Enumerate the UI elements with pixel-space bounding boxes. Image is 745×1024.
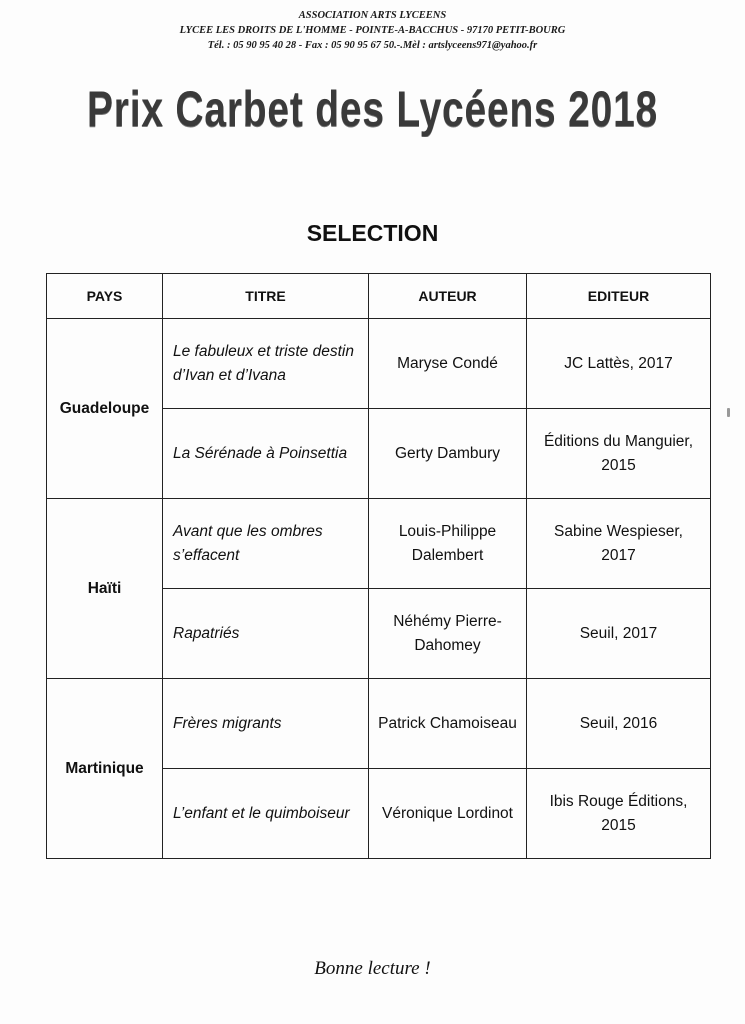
scan-mark — [727, 408, 730, 417]
association-header — [0, 8, 745, 53]
country-cell: Guadeloupe — [47, 319, 163, 499]
title-cell: Frères migrants — [163, 679, 369, 769]
publisher-cell: Éditions du Manguier, 2015 — [527, 409, 711, 499]
author-cell: Louis-Philippe Dalembert — [369, 499, 527, 589]
header-contact: Tél. : 05 90 95 40 28 - Fax : 05 90 95 67 50.-.Mèl : artslyceens971@yahoo.fr — [207, 40, 538, 51]
table-row — [47, 319, 711, 409]
header-association-name: ASSOCIATION ARTS LYCEENS — [298, 10, 447, 21]
country-cell: Martinique — [47, 679, 163, 859]
author-cell: Véronique Lordinot — [369, 769, 527, 859]
publisher-cell: Seuil, 2016 — [527, 679, 711, 769]
page-title: Prix Carbet des Lycéens 2018 — [86, 81, 659, 137]
selection-table — [46, 273, 711, 859]
table-header-row — [47, 274, 711, 319]
publisher-cell: Seuil, 2017 — [527, 589, 711, 679]
author-cell: Néhémy Pierre-Dahomey — [369, 589, 527, 679]
author-cell: Maryse Condé — [369, 319, 527, 409]
title-cell: Rapatriés — [163, 589, 369, 679]
title-cell: L’enfant et le quimboiseur — [163, 769, 369, 859]
title-cell: Avant que les ombres s’effacent — [163, 499, 369, 589]
title-cell: Le fabuleux et triste destin d’Ivan et d’Ivana — [163, 319, 369, 409]
selection-heading: SELECTION — [306, 220, 439, 246]
publisher-cell: Ibis Rouge Éditions, 2015 — [527, 769, 711, 859]
column-header-auteur: AUTEUR — [369, 274, 527, 319]
table-row — [47, 499, 711, 589]
header-school-address: LYCEE LES DROITS DE L'HOMME - POINTE-A-BACCHUS - 97170 PETIT-BOURG — [179, 25, 566, 36]
column-header-pays: PAYS — [47, 274, 163, 319]
title-cell: La Sérénade à Poinsettia — [163, 409, 369, 499]
country-cell: Haïti — [47, 499, 163, 679]
author-cell: Patrick Chamoiseau — [369, 679, 527, 769]
closing-note: Bonne lecture ! — [314, 958, 431, 979]
author-cell: Gerty Dambury — [369, 409, 527, 499]
publisher-cell: JC Lattès, 2017 — [527, 319, 711, 409]
column-header-editeur: EDITEUR — [527, 274, 711, 319]
table-row — [47, 679, 711, 769]
publisher-cell: Sabine Wespieser, 2017 — [527, 499, 711, 589]
column-header-titre: TITRE — [163, 274, 369, 319]
